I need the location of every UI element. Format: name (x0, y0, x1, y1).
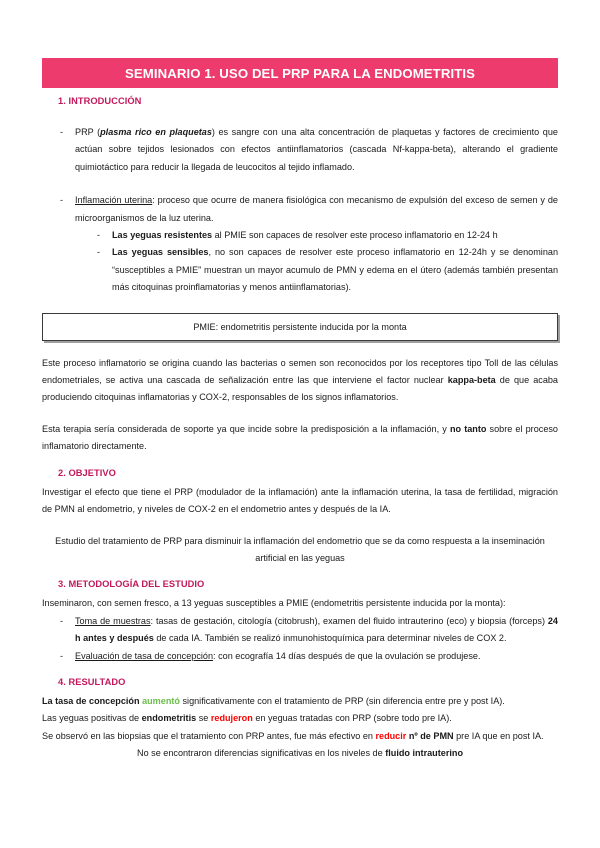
resultado2-part2: se (196, 713, 211, 724)
section-heading-resultado: 4. RESULTADO (58, 676, 126, 687)
list-item-prp (60, 124, 558, 176)
list-item-toma-de-muestras (60, 613, 558, 648)
resultado-footer-part1: No se encontraron diferencias significativas en los niveles de (137, 748, 386, 759)
resultado3-part1: Se observó en las biopsias que el tratamiento con PRP antes, fue más efectivo en (42, 730, 376, 741)
prp-italic: plasma rico en plaquetas (100, 127, 212, 137)
list-item-yeguas-sensibles (97, 244, 558, 296)
paragraph-resultado-linea1 (42, 693, 558, 710)
paragraph-metodologia-intro: Inseminaron, con semen fresco, a 13 yeguas susceptibles a PMIE (endometritis persistente inducida por la monta): (42, 598, 506, 609)
inflamacion-rest: : proceso que ocurre de manera fisiológica con mecanismo de expulsión del exceso de semen y de microorganismos de la luz uterina. (75, 195, 558, 223)
list-item-text (112, 227, 558, 244)
prp-rest: ) es sangre con una alta concentración de plaquetas y factores de crecimiento que actúan sobre tejidos lesionados con efectos antiinflamatorios (cascada Nf-kappa-beta), alterando el gradiente quimiotáctico para reducir la llegada de leucocitos al tejido inflamado. (75, 127, 558, 172)
page-title: SEMINARIO 1. USO DEL PRP PARA LA ENDOMETRITIS (124, 65, 476, 81)
resistentes-rest: al PMIE son capaces de resolver este proceso inflamatorio en 12-24 h (212, 230, 498, 241)
section-heading-objetivo: 2. OBJETIVO (58, 467, 116, 478)
resistentes-bold: Las yeguas resistentes (112, 230, 213, 241)
list-item-text (75, 124, 558, 176)
paragraph-objetivo-resumen: Estudio del tratamiento de PRP para disminuir la inflamación del endometrio que se da como respuesta a la inseminación artificial en las yeguas (55, 535, 545, 563)
document-body (42, 96, 558, 763)
paragraph-terapia-soporte (42, 421, 558, 456)
document-title-banner (42, 58, 558, 88)
bullet-dash: - (60, 615, 64, 626)
list-item-inflamacion-uterina (60, 192, 558, 227)
paragraph-resultado-footer (42, 745, 558, 762)
toma-muestras-part2: de cada IA. También se realizó inmunohistoquímica para determinar niveles de COX 2. (153, 633, 507, 644)
bullet-dash: - (97, 230, 101, 241)
toma-muestras-part1: : tasas de gestación, citología (citobrush), examen del fluido intrauterino (eco) y biopsia (forceps) (150, 615, 548, 626)
bullet-dash: - (97, 247, 101, 258)
section-heading-metodologia: 3. METODOLOGÍA DEL ESTUDIO (58, 579, 205, 590)
callout-text: PMIE: endometritis persistente inducida por la monta (193, 321, 407, 332)
resultado2-part1: Las yeguas positivas de (42, 713, 142, 724)
resultado2-bold: endometritis (141, 713, 197, 724)
bullet-dash: - (60, 195, 64, 206)
paragraph-proceso-inflamatorio (42, 355, 558, 407)
list-item-text (75, 613, 558, 648)
par1-part2: de que acaba produciendo citoquinas inflamatorias y COX-2, responsables de los signos inflamatorios. (42, 375, 558, 403)
list-item-text (75, 648, 558, 665)
resultado2-redujeron: redujeron (210, 713, 253, 724)
paragraph-objetivo: Investigar el efecto que tiene el PRP (modulador de la inflamación) ante la inflamación uterina, la tasa de fertilidad, migración de PMN al endometrio, y niveles de COX-2 en el endometrio antes y después de la IA. (42, 486, 558, 515)
toma-muestras-label: Toma de muestras (75, 615, 151, 626)
section-heading-introduccion: 1. INTRODUCCIÓN (58, 96, 142, 106)
paragraph-resultado-linea3 (42, 728, 558, 745)
list-item-evaluacion-tasa-concepcion (60, 648, 558, 665)
toma-muestras-bold: 24 h antes y después (75, 615, 558, 644)
par2-bold: no tanto (449, 423, 487, 434)
resultado-footer-bold: fluido intrauterino (385, 748, 463, 759)
par1-bold: kappa-beta (447, 375, 496, 386)
evaluacion-part1: : con ecografía 14 días después de que la ovulación se produjese. (213, 650, 481, 661)
list-item-text (75, 192, 558, 227)
resultado3-reducir: reducir (375, 730, 407, 741)
resultado1-rest: significativamente con el tratamiento de PRP (sin diferencia entre pre y post IA). (179, 695, 505, 706)
resultado1-bold: La tasa de concepción (42, 695, 140, 706)
bullet-dash: - (60, 650, 64, 661)
par1-part1: Este proceso inflamatorio se origina cuando las bacterias o semen son reconocidos por los receptores tipo Toll de las células endometriales, se activa una cascada de señalización entre las que interviene el factor nuclear (42, 357, 558, 386)
resultado3-bold: nº de PMN (408, 730, 454, 741)
prp-lead: PRP ( (75, 127, 101, 137)
resultado1-aumento: aumentó (139, 695, 180, 706)
sensibles-rest: , no son capaces de resolver este proceso inflamatorio en 12-24h y se denominan “susceptibles a PMIE” muestran un mayor acumulo de PMN y edema en el útero (además también presentan más citoquinas proinflamatorias y menos antiinflamatorias). (112, 247, 558, 293)
resultado2-part3: en yeguas tratadas con PRP (sobre todo pre IA). (252, 713, 452, 724)
list-item-text (112, 244, 558, 296)
sensibles-bold: Las yeguas sensibles (112, 247, 209, 258)
bullet-dash: - (60, 127, 64, 137)
par2-part2: sobre el proceso inflamatorio directamente. (42, 423, 558, 452)
evaluacion-label: Evaluación de tasa de concepción (75, 650, 214, 661)
par2-part1: Esta terapia sería considerada de soporte ya que incide sobre la predisposición a la inflamación, y (42, 423, 450, 434)
list-item-yeguas-resistentes (97, 227, 558, 244)
inflamacion-label: Inflamación uterina (75, 195, 153, 206)
callout-box-pmie (42, 313, 558, 341)
paragraph-resultado-linea2 (42, 710, 558, 727)
resultado3-part3: pre IA que en post IA. (453, 730, 544, 741)
